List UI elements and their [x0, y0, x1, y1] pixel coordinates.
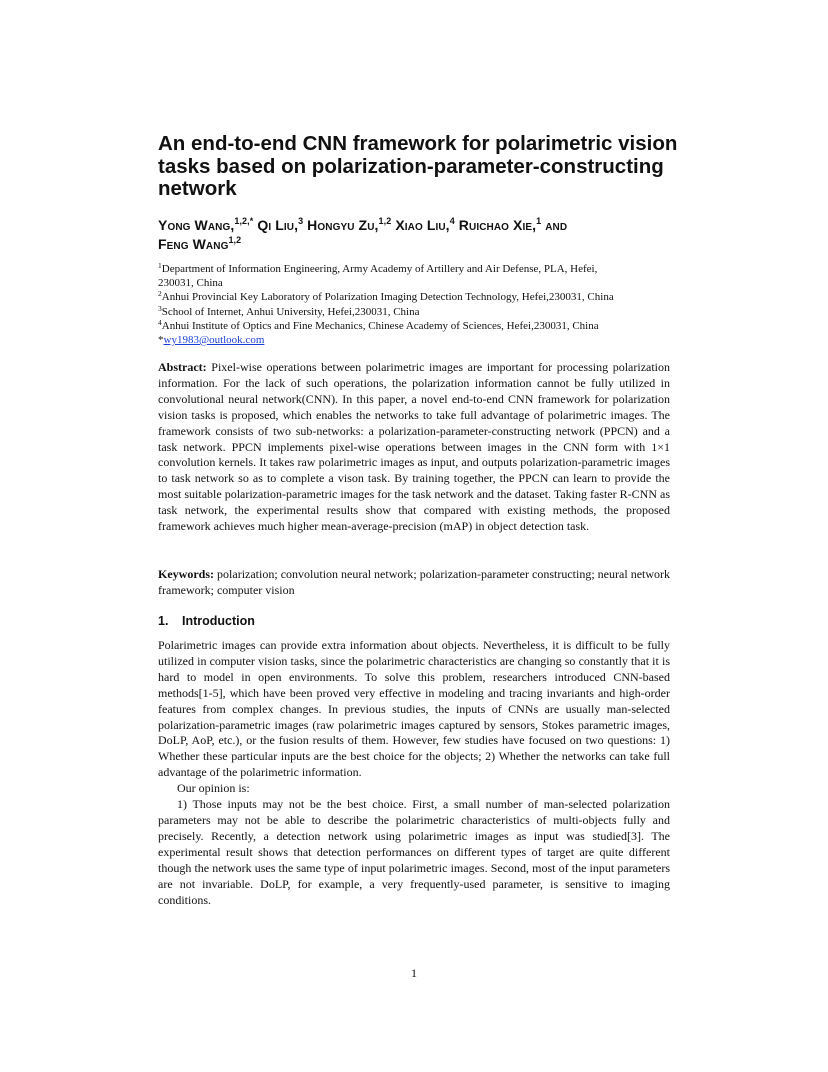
intro-paragraph: Our opinion is:	[177, 781, 250, 796]
section-title: Introduction	[182, 614, 255, 628]
page-number: 1	[411, 966, 417, 980]
section-number: 1.	[158, 614, 169, 628]
email-link[interactable]: wy1983@outlook.com	[163, 334, 265, 347]
author-affiliation-marker: 1,2,*	[234, 216, 254, 226]
affiliation-list	[158, 262, 678, 347]
affiliation-number: 2	[158, 289, 162, 299]
author-name: Yong Wang,	[158, 217, 235, 233]
section-heading-introduction	[158, 613, 255, 629]
author-list	[158, 216, 698, 254]
affiliation-item	[158, 276, 678, 290]
affiliation-text: Anhui Provincial Key Laboratory of Polarization Imaging Detection Technology, Hefei,230031, China	[161, 291, 614, 304]
author-name: Ruichao Xie,	[458, 217, 537, 233]
author-name: Feng Wang	[158, 236, 229, 252]
author-affiliation-marker: 1,2	[228, 235, 242, 245]
keywords-text: polarization; convolution neural network; polarization-parameter constructing; neural network framework; computer vision	[158, 567, 671, 597]
author-name: Xiao Liu,	[395, 217, 450, 233]
keywords-paragraph	[158, 567, 670, 599]
introduction-body	[158, 638, 670, 908]
intro-paragraph: 1) Those inputs may not be the best choice. First, a small number of man-selected polarization parameters may not be able to describe the polarimetric characteristics of multi-objects fully and precisely. Recently, a detection network using polarimetric images as input was studied[3]. The experimental result shows that detection performances on different types of target are quite different though the network uses the same type of input polarimetric images. Second, most of the input parameters are not invariable. DoLP, for example, a very frequently-used parameter, is sensitive to imaging conditions.	[158, 797, 670, 907]
author-name: Hongyu Zu,	[307, 217, 379, 233]
paper-title: An end-to-end CNN framework for polarimetric vision tasks based on polarization-parameter-constructing network	[158, 132, 678, 200]
affiliation-item	[158, 262, 678, 276]
author-affiliation-marker: 3	[298, 216, 304, 226]
keywords-label: Keywords:	[158, 567, 214, 581]
affiliation-number: 3	[158, 303, 162, 313]
affiliation-text: School of Internet, Anhui University, Hefei,230031, China	[161, 305, 420, 318]
author-affiliation-marker: 4	[449, 216, 455, 226]
affiliation-text: Anhui Institute of Optics and Fine Mechanics, Chinese Academy of Sciences, Hefei,230031, China	[161, 319, 599, 332]
author-affiliation-marker: 1,2	[378, 216, 392, 226]
abstract-text: Pixel-wise operations between polarimetric images are important for processing polarization information. For the lack of such operations, the polarization information cannot be fully utilized in convolutional neural network(CNN). In this paper, a novel end-to-end CNN framework for polarization vision tasks is proposed, which enables the networks to take full advantage of polarimetric images. The framework consists of two sub-networks: a polarization-parameter-constructing network (PPCN) and a task network. PPCN implements pixel-wise operations between images in the CNN form with 1×1 convolution kernels. It takes raw polarimetric images as input, and outputs polarization-parametric images to task network so as to complete a vison task. By training together, the PPCN can learn to provide the most suitable polarization-parametric images for the task network and the dataset. Taking faster R-CNN as task network, the experimental results show that compared with existing methods, the proposed framework achieves much higher mean-average-precision (mAP) in object detection task.	[158, 360, 671, 534]
author-conjunction: and	[545, 217, 568, 233]
author-name: Qi Liu,	[257, 217, 299, 233]
affiliation-item	[158, 319, 678, 333]
author-affiliation-marker: 1	[536, 216, 542, 226]
email-asterisk: *	[158, 334, 164, 347]
affiliation-item	[158, 290, 678, 304]
corresponding-email	[158, 333, 678, 347]
affiliation-number: 4	[158, 317, 162, 327]
affiliation-text: Department of Information Engineering, Army Academy of Artillery and Air Defense, PLA, Hefei,	[161, 263, 598, 275]
abstract-label: Abstract:	[158, 360, 207, 374]
affiliation-item	[158, 305, 678, 319]
affiliation-text: 230031, China	[158, 277, 223, 290]
intro-paragraph: Polarimetric images can provide extra information about objects. Nevertheless, it is difficult to be fully utilized in computer vision tasks, since the polarimetric characteristics are changing so constantly that it is hard to model in open environments. To solve this problem, researchers introduced CNN-based methods[1-5], which have been proved very effective in modeling and tracing invariants and high-order features from complex changes. In previous studies, the inputs of CNNs are usually man-selected polarization-parametric images (raw polarimetric images captured by sensors, Stokes parametric images, DoLP, AoP, etc.), or the fusion results of them. However, few studies have focused on two questions: 1) Whether these particular inputs are the best choice for the objects; 2) Whether the networks can take full advantage of the polarimetric information.	[158, 638, 670, 780]
affiliation-number: 1	[158, 261, 162, 270]
abstract-paragraph	[158, 360, 670, 535]
